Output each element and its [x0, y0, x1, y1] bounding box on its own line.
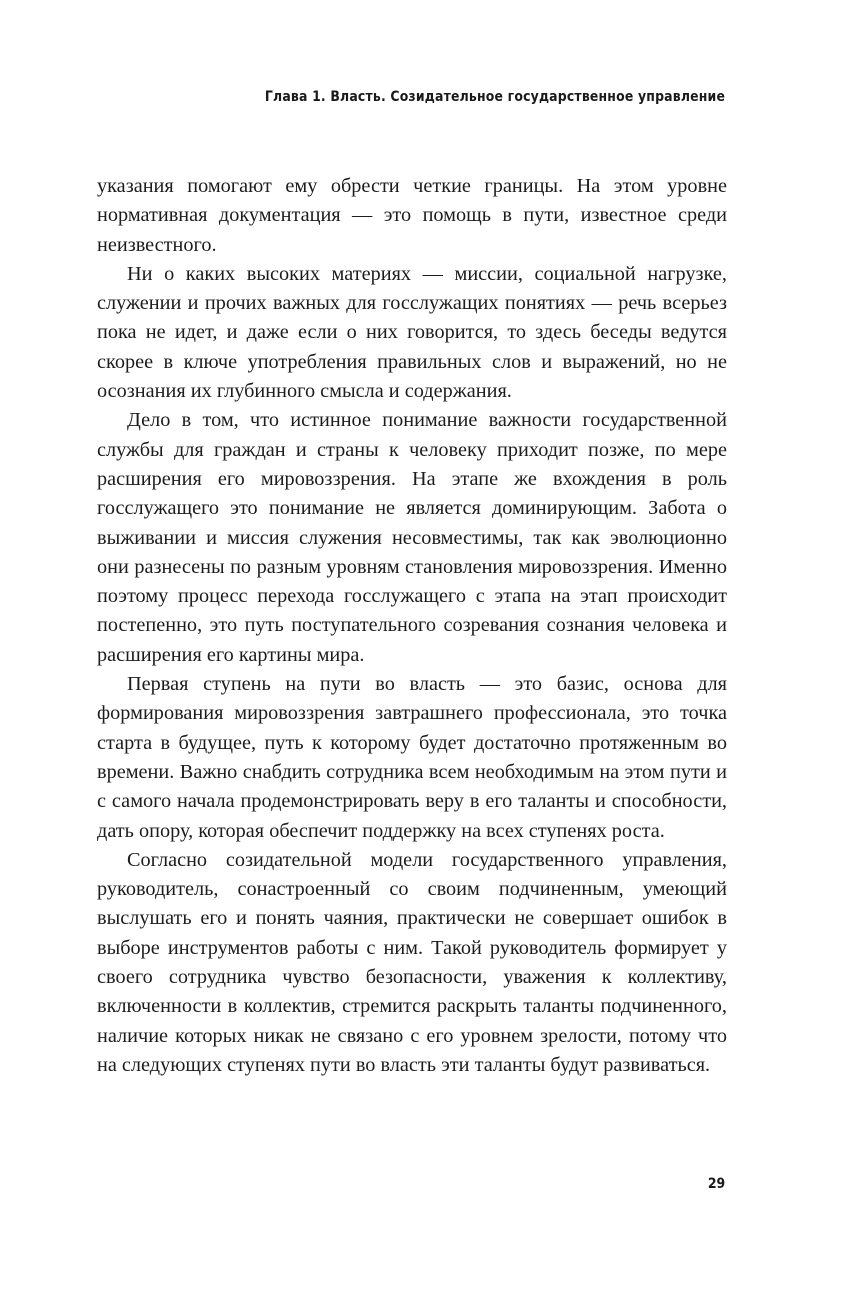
body-text: [97, 172, 727, 1080]
paragraph-3: Дело в том, что истинное понимание важности государственной службы для граждан и страны к человеку приходит позже, по мере расширения его мировоззрения. На этапе же вхождения в роль госслужащего это понимание не является доминирующим. Забота о выживании и миссия служения несовместимы, так как эволюционно они разнесены по разным уровням становления мировоззрения. Именно поэтому процесс перехода госслужащего с этапа на этап происходит постепенно, это путь поступательного созревания сознания человека и расширения его картины мира.: [97, 409, 727, 666]
paragraph-4: Первая ступень на пути во власть — это базис, основа для формирования мировоззрения завтрашнего профессионала, это точка старта в будущее, путь к которому будет достаточно протяженным во времени. Важно снабдить сотрудника всем необходимым на этом пути и с самого начала продемонстрировать веру в его таланты и способности, дать опору, которая обеспечит поддержку на всех ступенях роста.: [97, 673, 727, 842]
paragraph-2: Ни о каких высоких материях — миссии, социальной нагрузке, служении и прочих важных для госслужащих понятиях — речь всерьез пока не идет, и даже если о них говорится, то здесь беседы ведутся скорее в ключе употребления правильных слов и выражений, но не осознания их глубинного смысла и содержания.: [97, 262, 727, 403]
page-number: 29: [707, 1176, 725, 1192]
paragraph-5: Согласно созидательной модели государственного управления, руководитель, сонастроенный со своим подчиненным, умеющий выслушать его и понять чаяния, практически не совершает ошибок в выборе инструментов работы с ним. Такой руководитель формирует у своего сотрудника чувство безопасности, уважения к коллективу, включенности в коллектив, стремится раскрыть таланты подчиненного, наличие которых никак не связано с его уровнем зрелости, потому что на следующих ступенях пути во власть эти таланты будут развиваться.: [97, 848, 727, 1076]
running-head: Глава 1. Власть. Созидательное государственное управление: [264, 89, 725, 105]
paragraph-1: указания помогают ему обрести четкие границы. На этом уровне нормативная документация — это помощь в пути, известное среди неизвестного.: [97, 175, 727, 256]
